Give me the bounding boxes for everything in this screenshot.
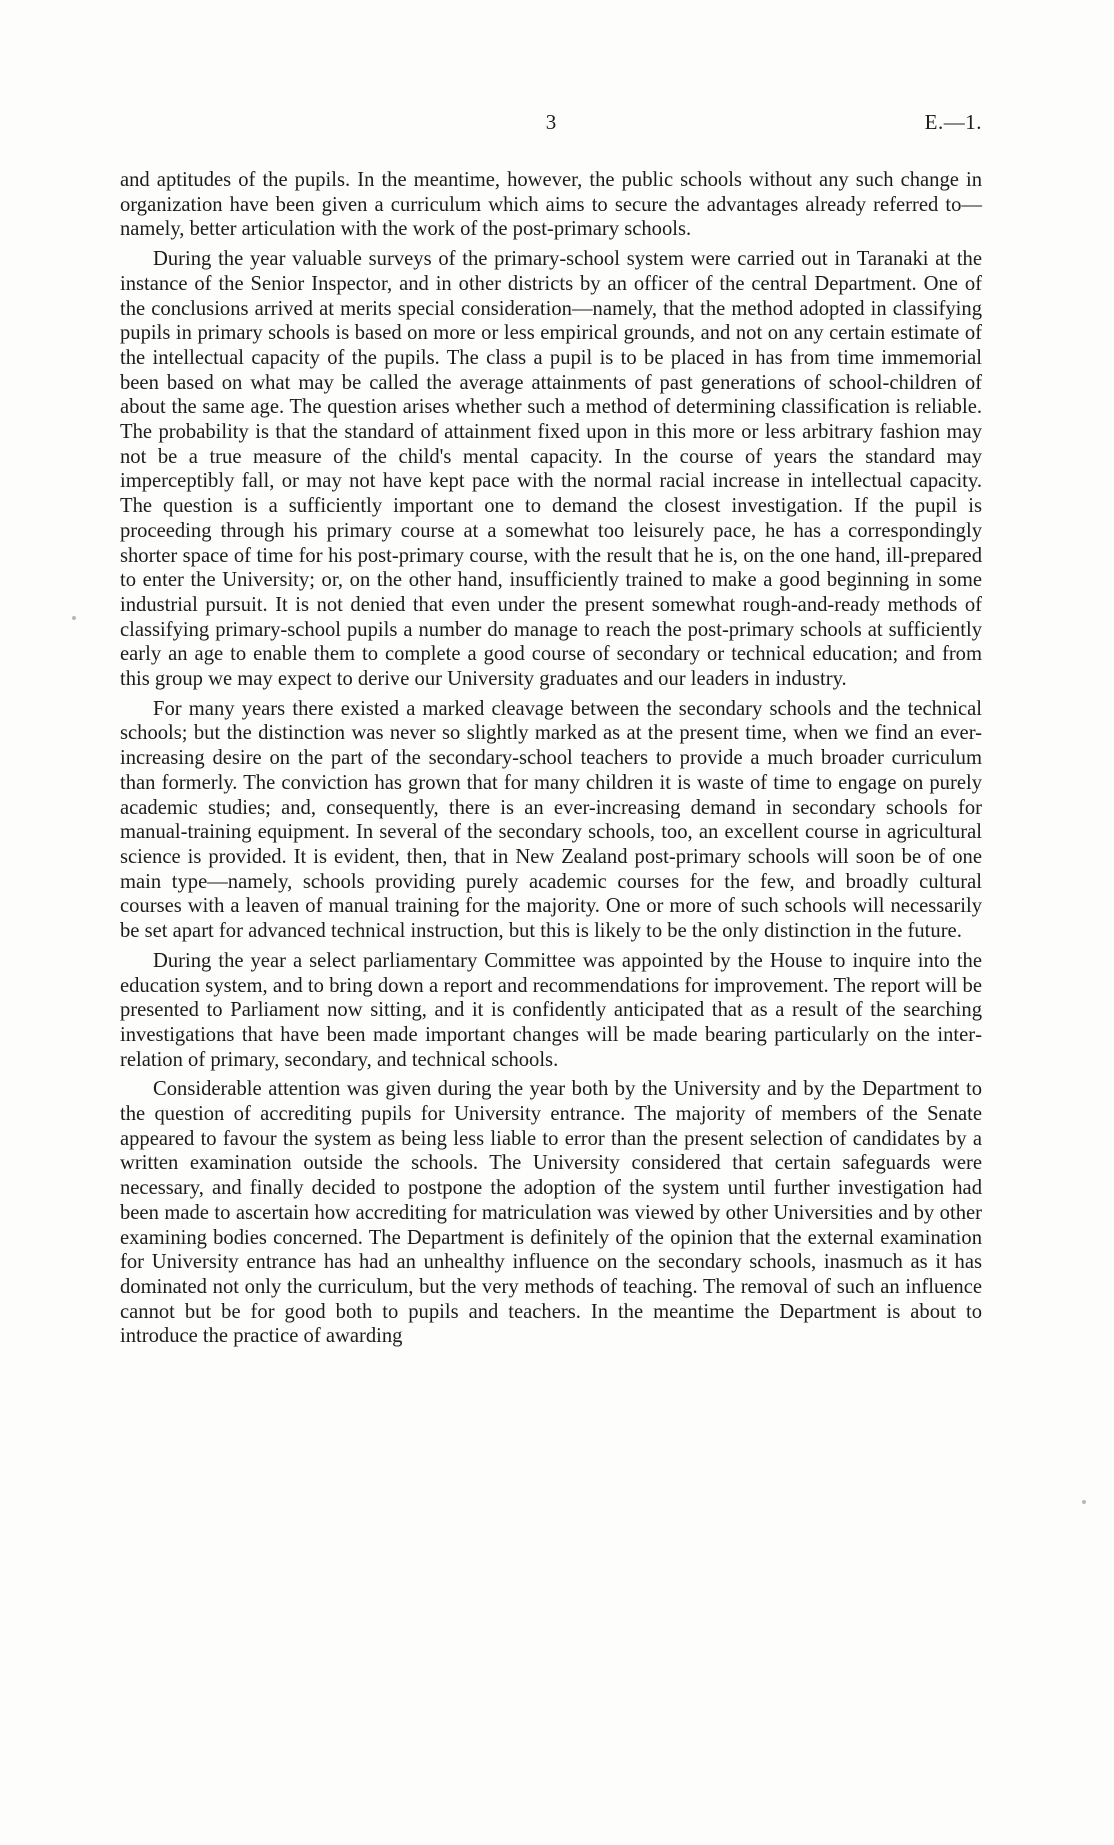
page-number: 3	[545, 110, 557, 134]
scan-speck	[1082, 1500, 1086, 1504]
paragraph-2: During the year valuable surveys of the primary-school system were carried out in Taranaki at the instance of the Senior Inspector, and in other districts by an officer of the central Department. One of the conclusions arrived at merits special consideration—namely, that the method adopted in classifying pupils in primary schools is based on more or less empirical grounds, and not on any certain estimate of the intellectual capacity of the pupils. The class a pupil is to be placed in has from time immemorial been based on what may be called the average attainments of past generations of school-children of about the same age. The question arises whether such a method of determining classification is reliable. The probability is that the standard of attainment fixed upon in this more or less arbitrary fashion may not be a true measure of the child's mental capacity. In the course of years the standard may imperceptibly fall, or may not have kept pace with the normal racial increase in intellectual capacity. The question is a sufficiently important one to demand the closest investigation. If the pupil is proceeding through his primary course at a somewhat too leisurely pace, he has a correspondingly shorter space of time for his post-primary course, with the result that he is, on the one hand, ill-prepared to enter the University; or, on the other hand, insufficiently trained to make a good beginning in some industrial pursuit. It is not denied that even under the present somewhat rough-and-ready methods of classifying primary-school pupils a number do manage to reach the post-primary schools at sufficiently early an age to enable them to complete a good course of secondary or technical education; and from this group we may expect to derive our University graduates and our leaders in industry.	[120, 248, 982, 691]
paragraph-5: Considerable attention was given during the year both by the University and by the Department to the question of accrediting pupils for University entrance. The majority of members of the Senate appeared to favour the system as being less liable to error than the present selection of candidates by a written examination outside the schools. The University considered that certain safeguards were necessary, and finally decided to postpone the adoption of the system until further investigation had been made to ascertain how accrediting for matriculation was viewed by other Universities and by other examining bodies concerned. The Department is definitely of the opinion that the external examination for University entrance has had an unhealthy influence on the secondary schools, inasmuch as it has dominated not only the curriculum, but the very methods of teaching. The removal of such an influence cannot but be for good both to pupils and teachers. In the meantime the Department is about to introduce the practice of awarding	[120, 1078, 982, 1348]
paragraph-1: and aptitudes of the pupils. In the meantime, however, the public schools without any such change in organization have been given a curriculum which aims to secure the advantages already referred to—namely, better articulation with the work of the post-primary schools.	[120, 169, 982, 241]
paragraph-4: During the year a select parliamentary Committee was appointed by the House to inquire into the education system, and to bring down a report and recommendations for improvement. The report will be presented to Parliament now sitting, and it is confidently anticipated that as a result of the searching investigations that have been made important changes will be made bearing particularly on the interrelation of primary, secondary, and technical schools.	[120, 949, 982, 1071]
page-header	[120, 110, 982, 140]
document-reference: E.—1.	[924, 110, 982, 134]
paragraph-3: For many years there existed a marked cleavage between the secondary schools and the technical schools; but the distinction was never so slightly marked as at the present time, when we find an ever-increasing desire on the part of the secondary-school teachers to provide a much broader curriculum than formerly. The conviction has grown that for many children it is waste of time to engage on purely academic studies; and, consequently, there is an ever-increasing demand in secondary schools for manual-training equipment. In several of the secondary schools, too, an excellent course in agricultural science is provided. It is evident, then, that in New Zealand post-primary schools will soon be of one main type—namely, schools providing purely academic courses for the few, and broadly cultural courses with a leaven of manual training for the majority. One or more of such schools will necessarily be set apart for advanced technical instruction, but this is likely to be the only distinction in the future.	[120, 697, 982, 943]
scan-speck	[72, 616, 76, 620]
body-text	[120, 168, 982, 1354]
